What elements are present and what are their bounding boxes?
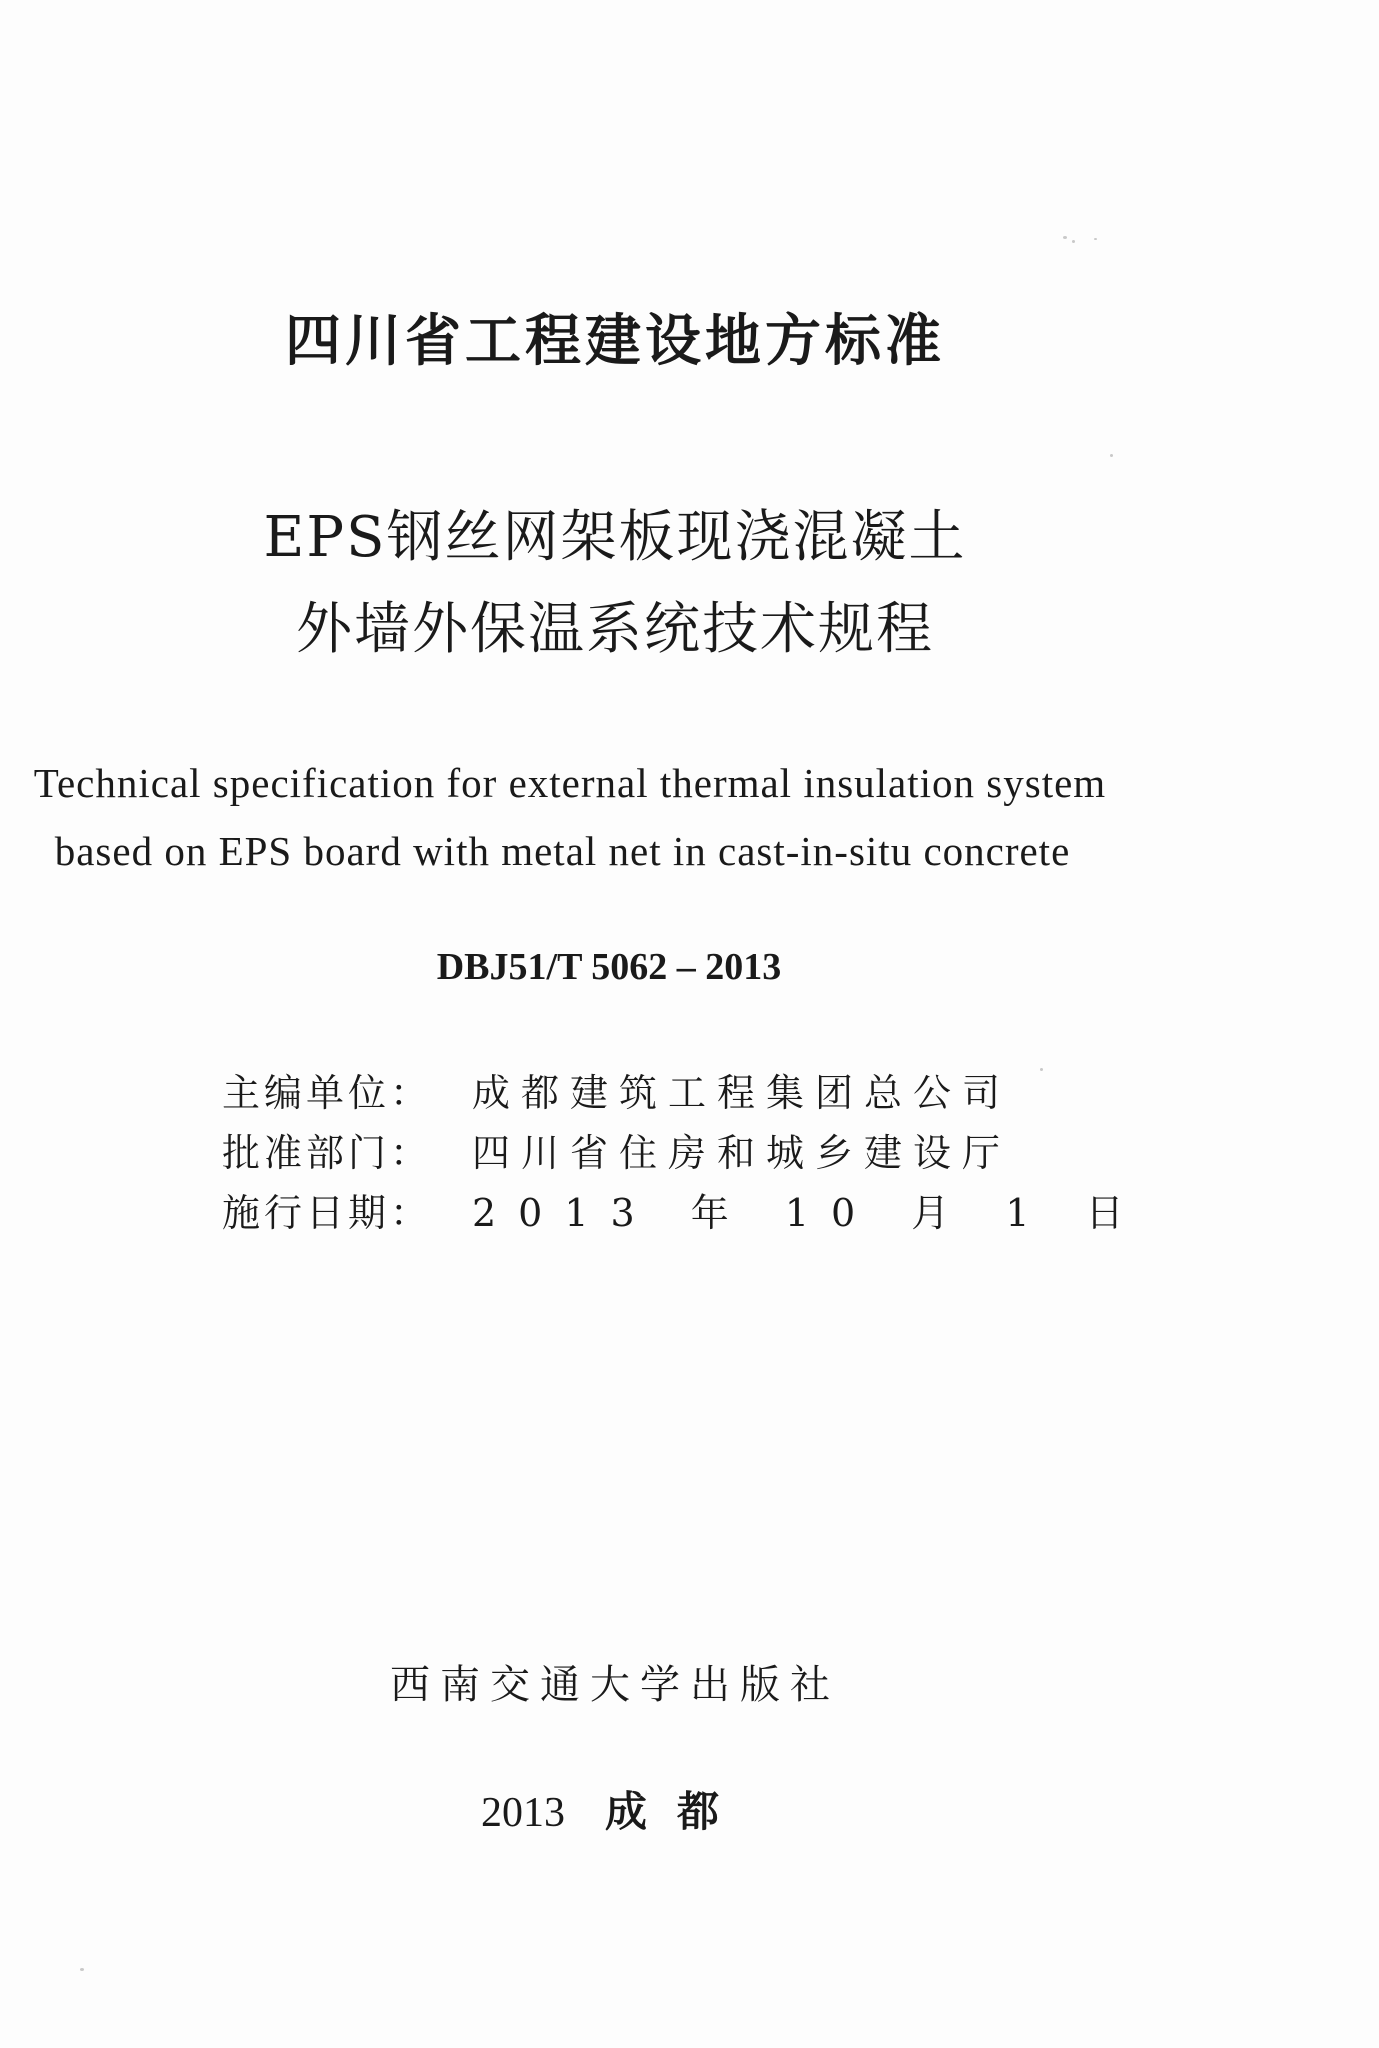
scan-speck <box>1094 238 1097 240</box>
effective-date-label: 施行日期： <box>222 1191 433 1235</box>
approver-value: 四川省住房和城乡建设厅 <box>472 1131 1012 1175</box>
scan-speck <box>1063 236 1067 239</box>
publication-city: 成都 <box>604 1787 749 1836</box>
standard-category: 四川省工程建设地方标准 <box>285 309 945 374</box>
english-title-line-2: based on EPS board with metal net in cast-in-situ concrete <box>54 828 1071 874</box>
scan-speck <box>80 1968 84 1971</box>
standard-code: DBJ51/T 5062 – 2013 <box>436 946 782 988</box>
approver-label: 批准部门： <box>222 1131 433 1175</box>
scan-speck <box>1040 1068 1043 1071</box>
chinese-title-line-1: EPS钢丝网架板现浇混凝土 <box>263 505 967 570</box>
scan-speck <box>1110 454 1113 457</box>
chinese-title-line-2: 外墙外保温系统技术规程 <box>296 597 934 662</box>
english-title-line-1: Technical specification for external thermal insulation system <box>33 760 1107 806</box>
editor-label: 主编单位： <box>222 1071 433 1115</box>
publication-year: 2013 <box>480 1790 565 1836</box>
scan-speck <box>1072 240 1075 243</box>
editor-value: 成都建筑工程集团总公司 <box>472 1071 1012 1115</box>
publication-info <box>0 1784 1230 1841</box>
publisher-name: 西南交通大学出版社 <box>390 1662 840 1708</box>
effective-date-value: 2013 年 10 月 1 日 <box>472 1191 1146 1235</box>
